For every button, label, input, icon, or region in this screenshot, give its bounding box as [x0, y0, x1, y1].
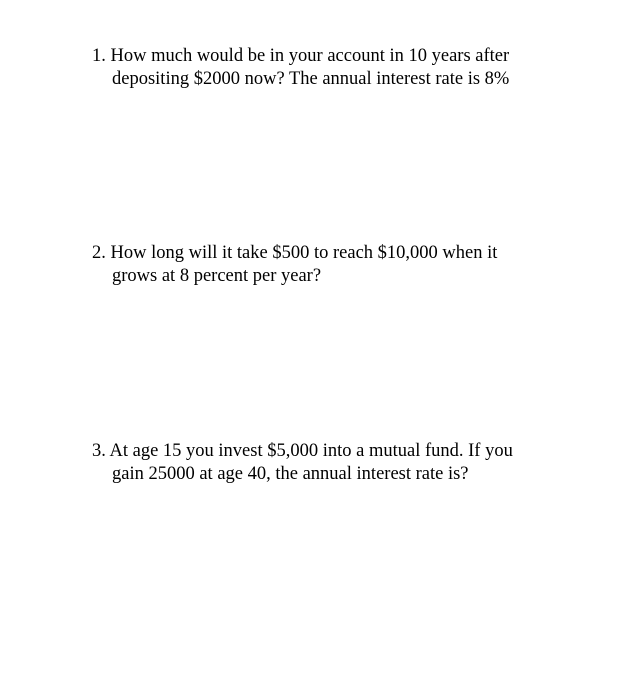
question-3-line-2: gain 25000 at age 40, the annual interest rate is?	[112, 464, 469, 484]
question-1-line-1: 1. How much would be in your account in 10 years after	[92, 46, 510, 66]
question-2-line-1: 2. How long will it take $500 to reach $10,000 when it	[92, 243, 498, 263]
question-2-line-2: grows at 8 percent per year?	[112, 266, 322, 286]
question-3-line-1: 3. At age 15 you invest $5,000 into a mutual fund. If you	[92, 441, 513, 461]
question-1	[92, 45, 562, 91]
question-1-line-2: depositing $2000 now? The annual interest rate is 8%	[112, 69, 510, 89]
question-3	[92, 440, 562, 486]
question-2	[92, 242, 562, 288]
